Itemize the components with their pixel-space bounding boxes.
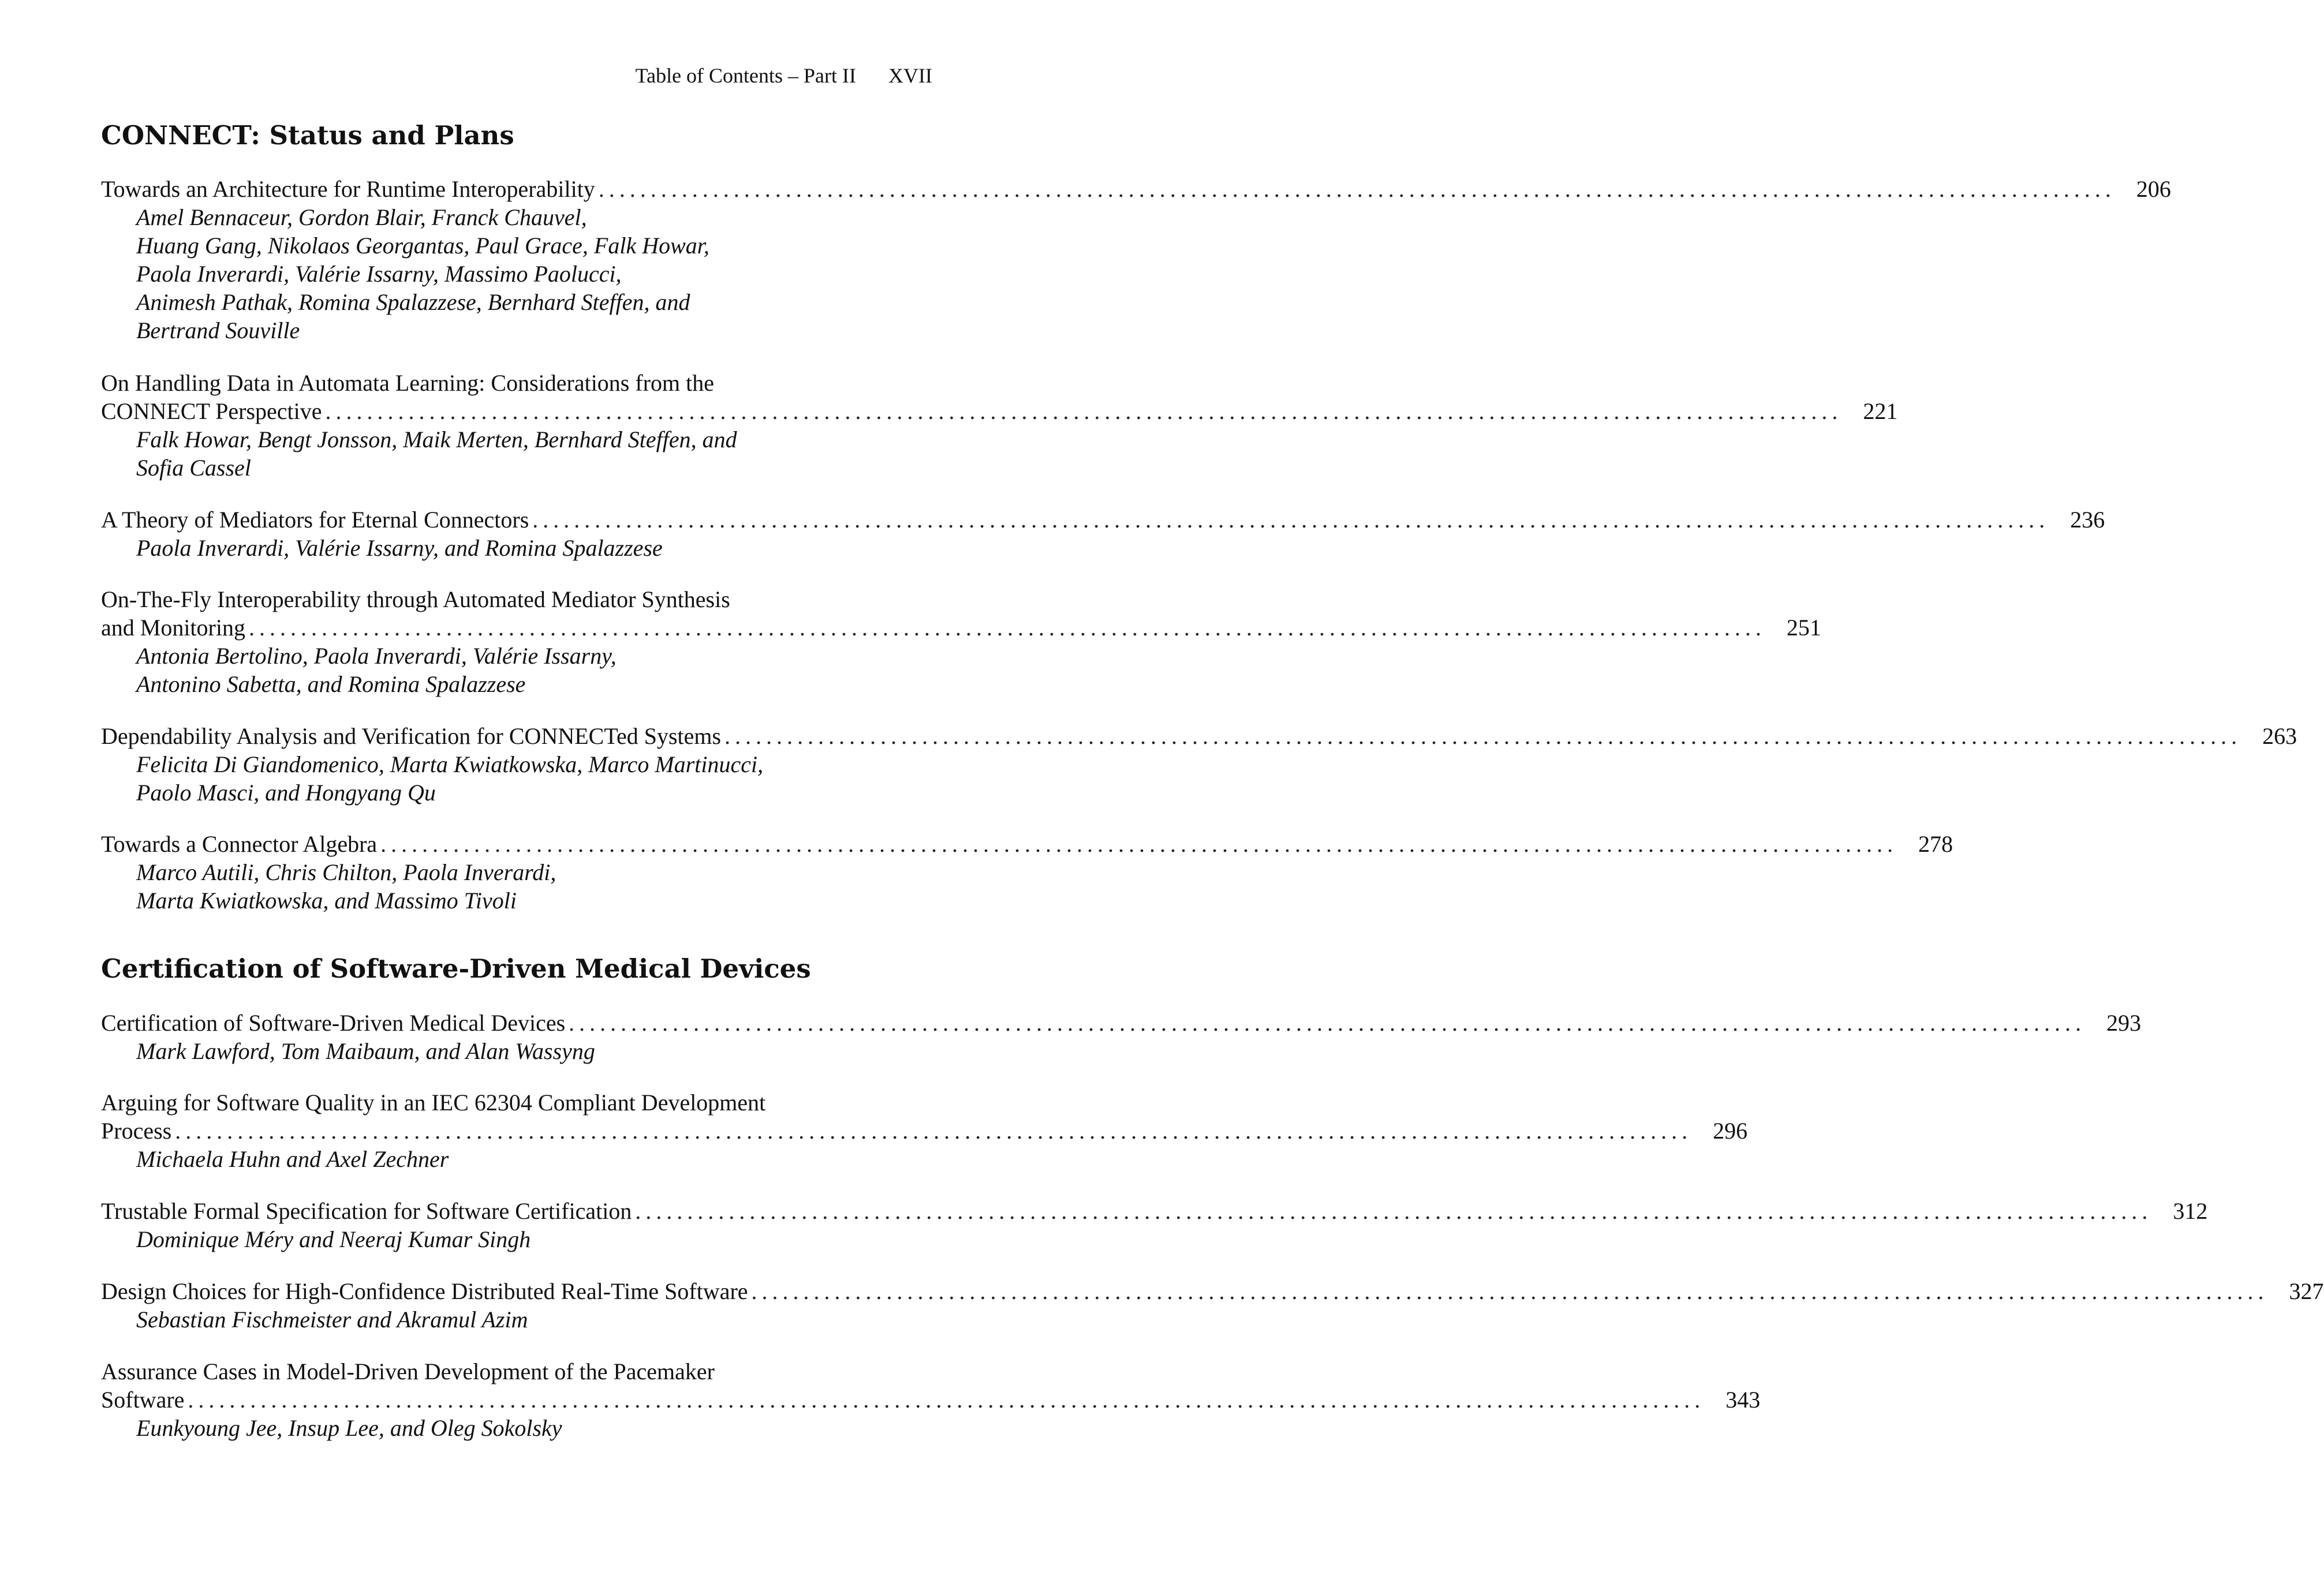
toc-entry[interactable] — [101, 1357, 1761, 1442]
dot-leader: .................................................................................................................................................. — [248, 615, 1766, 641]
entry-authors — [136, 858, 887, 915]
dot-leader: .................................................................................................................................................. — [188, 1387, 1705, 1413]
author-line: Sebastian Fischmeister and Akramul Azim — [136, 1307, 528, 1333]
entry-title-continuation: Process — [101, 1118, 172, 1144]
entry-page-number: 327 — [2289, 1278, 2324, 1304]
author-line: Antonino Sabetta, and Romina Spalazzese — [136, 671, 526, 697]
entry-title-line — [101, 1117, 1748, 1145]
toc-entry[interactable] — [101, 369, 1898, 482]
running-head-page: XVII — [888, 64, 932, 87]
entry-page-number: 343 — [1725, 1387, 1761, 1413]
entry-title-line — [101, 1386, 1761, 1414]
entry-title-line — [101, 722, 2297, 750]
author-line: Marta Kwiatkowska, and Massimo Tivoli — [136, 888, 517, 914]
entry-title-line — [101, 1009, 2142, 1037]
dot-leader: .................................................................................................................................................. — [635, 1198, 2153, 1224]
author-line: Antonia Bertolino, Paola Inverardi, Valérie Issarny, — [136, 643, 617, 669]
author-line: Felicita Di Giandomenico, Marta Kwiatkowska, Marco Martinucci, — [136, 751, 764, 777]
toc-entry[interactable] — [101, 585, 1821, 698]
entry-title-first-line: On Handling Data in Automata Learning: Considerations from the — [101, 370, 714, 396]
author-line: Falk Howar, Bengt Jonsson, Maik Merten, Bernhard Steffen, and — [136, 426, 737, 452]
dot-leader: .................................................................................................................................................. — [175, 1118, 1692, 1144]
dot-leader: .................................................................................................................................................. — [569, 1010, 2086, 1036]
entry-title-line — [101, 1197, 2208, 1225]
toc-entry[interactable] — [101, 722, 2297, 807]
author-line: Amel Bennaceur, Gordon Blair, Franck Chauvel, — [136, 204, 587, 230]
entry-page-number: 293 — [2106, 1010, 2142, 1036]
author-line: Dominique Méry and Neeraj Kumar Singh — [136, 1226, 531, 1252]
entry-title: Design Choices for High-Confidence Distributed Real-Time Software — [101, 1278, 748, 1304]
entry-title: Towards an Architecture for Runtime Interoperability — [101, 176, 595, 202]
entry-authors — [136, 1305, 887, 1334]
toc-entry[interactable] — [101, 1197, 2208, 1253]
entry-title-first-line: Arguing for Software Quality in an IEC 62304 Compliant Development — [101, 1090, 766, 1116]
entry-title: Towards a Connector Algebra — [101, 831, 378, 857]
entry-page-number: 312 — [2173, 1198, 2208, 1224]
author-line: Sofia Cassel — [136, 455, 251, 481]
entry-title-line — [101, 1277, 2324, 1305]
entry-authors — [136, 425, 887, 482]
entry-title: Certification of Software-Driven Medical Devices — [101, 1010, 566, 1036]
entry-title-line — [101, 613, 1821, 642]
entry-title-continuation: CONNECT Perspective — [101, 398, 322, 424]
toc-entry[interactable] — [101, 175, 2171, 345]
toc-entry[interactable] — [101, 1277, 2324, 1334]
entry-page-number: 221 — [1863, 398, 1898, 424]
entry-authors — [136, 1145, 887, 1173]
author-line: Bertrand Souville — [136, 317, 300, 343]
entry-page-number: 251 — [1786, 615, 1821, 641]
entry-page-number: 263 — [2262, 723, 2297, 749]
entry-authors — [136, 750, 887, 807]
entry-title-continuation: and Monitoring — [101, 615, 245, 641]
author-line: Animesh Pathak, Romina Spalazzese, Bernhard Steffen, and — [136, 289, 690, 315]
toc-entry[interactable] — [101, 1009, 2142, 1065]
running-head — [636, 63, 932, 88]
entry-title: Dependability Analysis and Verification for CONNECTed Systems — [101, 723, 722, 749]
entry-title-first-line: Assurance Cases in Model-Driven Development of the Pacemaker — [101, 1358, 715, 1384]
entry-page-number: 206 — [2136, 176, 2171, 202]
entry-page-number: 296 — [1713, 1118, 1748, 1144]
author-line: Huang Gang, Nikolaos Georgantas, Paul Grace, Falk Howar, — [136, 233, 709, 259]
entry-title-line — [101, 397, 1898, 425]
entry-page-number: 278 — [1918, 831, 1953, 857]
entry-authors — [136, 1037, 887, 1065]
author-line: Michaela Huhn and Axel Zechner — [136, 1146, 449, 1172]
author-line: Mark Lawford, Tom Maibaum, and Alan Wassyng — [136, 1038, 595, 1064]
dot-leader: .................................................................................................................................................. — [380, 831, 1898, 857]
dot-leader: .................................................................................................................................................. — [751, 1278, 2269, 1304]
entry-title: Trustable Formal Specification for Software Certification — [101, 1198, 632, 1224]
entry-authors — [136, 534, 887, 562]
author-line: Eunkyoung Jee, Insup Lee, and Oleg Sokolsky — [136, 1415, 562, 1441]
section-title: CONNECT: Status and Plans — [101, 120, 514, 151]
dot-leader: .................................................................................................................................................. — [724, 723, 2242, 749]
entry-title: A Theory of Mediators for Eternal Connectors — [101, 507, 529, 533]
dot-leader: .................................................................................................................................................. — [325, 398, 1843, 424]
author-line: Paola Inverardi, Valérie Issarny, Massimo Paolucci, — [136, 261, 622, 287]
toc-entry[interactable] — [101, 1088, 1748, 1173]
author-line: Marco Autili, Chris Chilton, Paola Inverardi, — [136, 859, 556, 885]
dot-leader: .................................................................................................................................................. — [598, 176, 2116, 202]
section-title: Certification of Software-Driven Medical Devices — [101, 953, 811, 984]
entry-authors — [136, 1414, 887, 1442]
entry-title-continuation: Software — [101, 1387, 185, 1413]
entry-page-number: 236 — [2070, 507, 2105, 533]
entry-title-first-line: On-The-Fly Interoperability through Automated Mediator Synthesis — [101, 586, 730, 612]
author-line: Paola Inverardi, Valérie Issarny, and Romina Spalazzese — [136, 535, 663, 561]
dot-leader: .................................................................................................................................................. — [532, 507, 2050, 533]
author-line: Paolo Masci, and Hongyang Qu — [136, 780, 436, 806]
entry-authors — [136, 203, 887, 345]
toc-entry[interactable] — [101, 830, 1953, 915]
entry-title-line — [101, 175, 2171, 203]
entry-title-line — [101, 506, 2105, 534]
entry-authors — [136, 1225, 887, 1253]
running-head-title: Table of Contents – Part II — [635, 64, 857, 87]
toc-entry[interactable] — [101, 506, 2105, 562]
entry-title-line — [101, 830, 1953, 858]
entry-authors — [136, 642, 887, 698]
